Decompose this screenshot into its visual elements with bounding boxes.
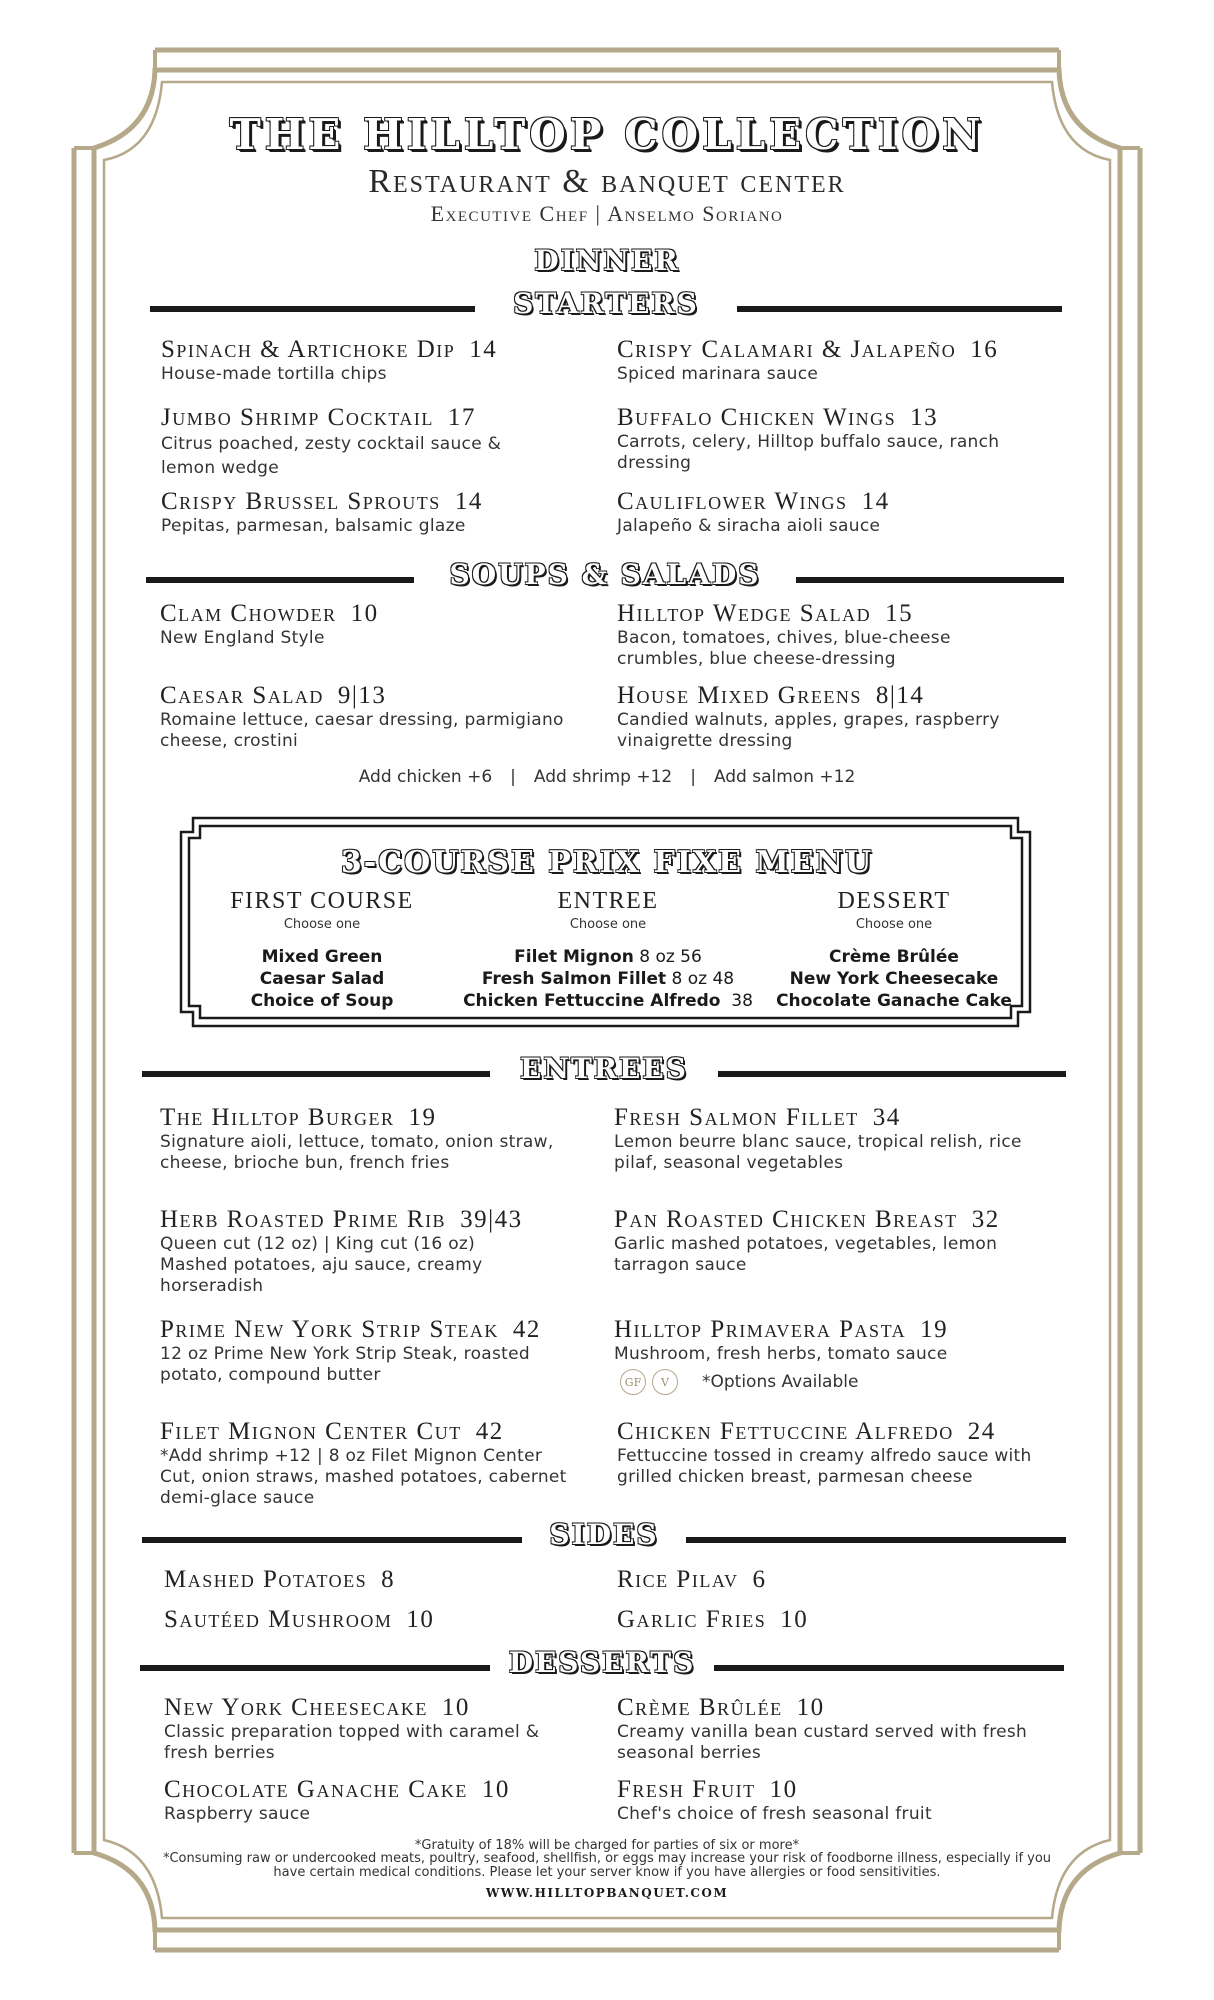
course-dessert: DESSERT Choose one Crème Brûlée New York Cheesecake Chocolate Ganache Cake (776, 888, 1012, 1011)
course-entree: ENTREE Choose one Filet Mignon 8 oz 56 Fresh Salmon Fillet 8 oz 48 Chicken Fettuccine Alfredo 38 (463, 888, 753, 1011)
menu-item: Hilltop Primavera Pasta 19 Mushroom, fresh herbs, tomato sauce (614, 1316, 949, 1364)
section-title: DESSERTS (508, 1646, 696, 1679)
menu-item: Fresh Fruit 10 Chef's choice of fresh seasonal fruit (617, 1776, 932, 1824)
food-safety-warning: *Consuming raw or undercooked meats, poultry, seafood, shellfish, or eggs may increase your risk of foodborne illness, especially if you have certain medical conditions. Please let your server know if you have allergies or food sensitivities. (162, 1851, 1052, 1880)
menu-item: Sautéed Mushroom 10 (164, 1606, 435, 1633)
menu-item: Crispy Calamari & Jalapeño 16 Spiced marinara sauce (617, 336, 999, 384)
restaurant-subtitle: Restaurant & banquet center (368, 163, 846, 200)
section-title: STARTERS (513, 287, 699, 320)
course-first: FIRST COURSE Choose one Mixed Green Caesar Salad Choice of Soup (230, 888, 414, 1011)
chef-line: Executive Chef | Anselmo Soriano (430, 201, 784, 226)
menu-item: Garlic Fries 10 (617, 1606, 809, 1633)
menu-item: Rice Pilav 6 (617, 1566, 767, 1593)
section-title: SOUPS & SALADS (449, 558, 761, 591)
menu-name: DINNER (534, 244, 680, 277)
menu-item: Herb Roasted Prime Rib 39|43 Queen cut (12 oz) | King cut (16 oz) Mashed potatoes, aju sauce, creamy horseradish (160, 1206, 523, 1296)
menu-item: Crispy Brussel Sprouts 14 Pepitas, parmesan, balsamic glaze (161, 488, 483, 536)
vegetarian-icon: V (652, 1369, 678, 1395)
section-title: ENTREES (520, 1052, 688, 1085)
section-heading-desserts (140, 1646, 1064, 1686)
menu-item: Prime New York Strip Steak 42 12 oz Prime New York Strip Steak, roasted potato, compound butter (160, 1316, 541, 1385)
menu-item: New York Cheesecake 10 Classic preparation topped with caramel & fresh berries (164, 1694, 540, 1763)
section-heading-entrees (142, 1052, 1066, 1092)
menu-item: Pan Roasted Chicken Breast 32 Garlic mashed potatoes, vegetables, lemon tarragon sauce (614, 1206, 1000, 1275)
gratuity-note: *Gratuity of 18% will be charged for parties of six or more* (414, 1838, 800, 1853)
menu-item: Caesar Salad 9|13 Romaine lettuce, caesar dressing, parmigiano cheese, crostini (160, 682, 564, 751)
menu-item: Jumbo Shrimp Cocktail 17 Citrus poached, zesty cocktail sauce & lemon wedge (161, 404, 502, 478)
menu-item: Clam Chowder 10 New England Style (160, 600, 379, 648)
menu-item: Hilltop Wedge Salad 15 Bacon, tomatoes, chives, blue-cheese crumbles, blue cheese-dressing (617, 600, 951, 669)
menu-item: Chocolate Ganache Cake 10 Raspberry sauce (164, 1776, 510, 1824)
menu-item: House Mixed Greens 8|14 Candied walnuts, apples, grapes, raspberry vinaigrette dressing (617, 682, 1000, 751)
salad-addons: Add chicken +6 | Add shrimp +12 | Add salmon +12 (358, 767, 856, 787)
website-link[interactable]: WWW.HILLTOPBANQUET.COM (485, 1886, 729, 1900)
menu-item: Cauliflower Wings 14 Jalapeño & siracha aioli sauce (617, 488, 890, 536)
menu-item: Spinach & Artichoke Dip 14 House-made tortilla chips (161, 336, 498, 384)
gluten-free-icon: GF (620, 1369, 646, 1395)
menu-item: Filet Mignon Center Cut 42 *Add shrimp +12 | 8 oz Filet Mignon Center Cut, onion straws, mashed potatoes, cabernet demi-glace sauce (160, 1418, 567, 1508)
menu-item: Buffalo Chicken Wings 13 Carrots, celery, Hilltop buffalo sauce, ranch dressing (617, 404, 1000, 473)
dietary-options: GF V *Options Available (620, 1369, 858, 1395)
menu-item: Mashed Potatoes 8 (164, 1566, 396, 1593)
menu-item: Fresh Salmon Fillet 34 Lemon beurre blanc sauce, tropical relish, rice pilaf, seasonal vegetables (614, 1104, 1022, 1173)
prix-fixe-title: 3-COURSE PRIX FIXE MENU (340, 845, 874, 880)
section-heading-soups-salads (146, 558, 1064, 598)
menu-item: Chicken Fettuccine Alfredo 24 Fettuccine tossed in creamy alfredo sauce with grilled chicken breast, parmesan cheese (617, 1418, 1032, 1487)
menu-item: Crème Brûlée 10 Creamy vanilla bean custard served with fresh seasonal berries (617, 1694, 1028, 1763)
restaurant-title: THE HILLTOP COLLECTION (229, 110, 985, 159)
section-heading-starters (150, 287, 1062, 327)
menu-item: The Hilltop Burger 19 Signature aioli, lettuce, tomato, onion straw, cheese, brioche bun, french fries (160, 1104, 554, 1173)
section-heading-sides (142, 1518, 1066, 1558)
section-title: SIDES (549, 1518, 659, 1551)
